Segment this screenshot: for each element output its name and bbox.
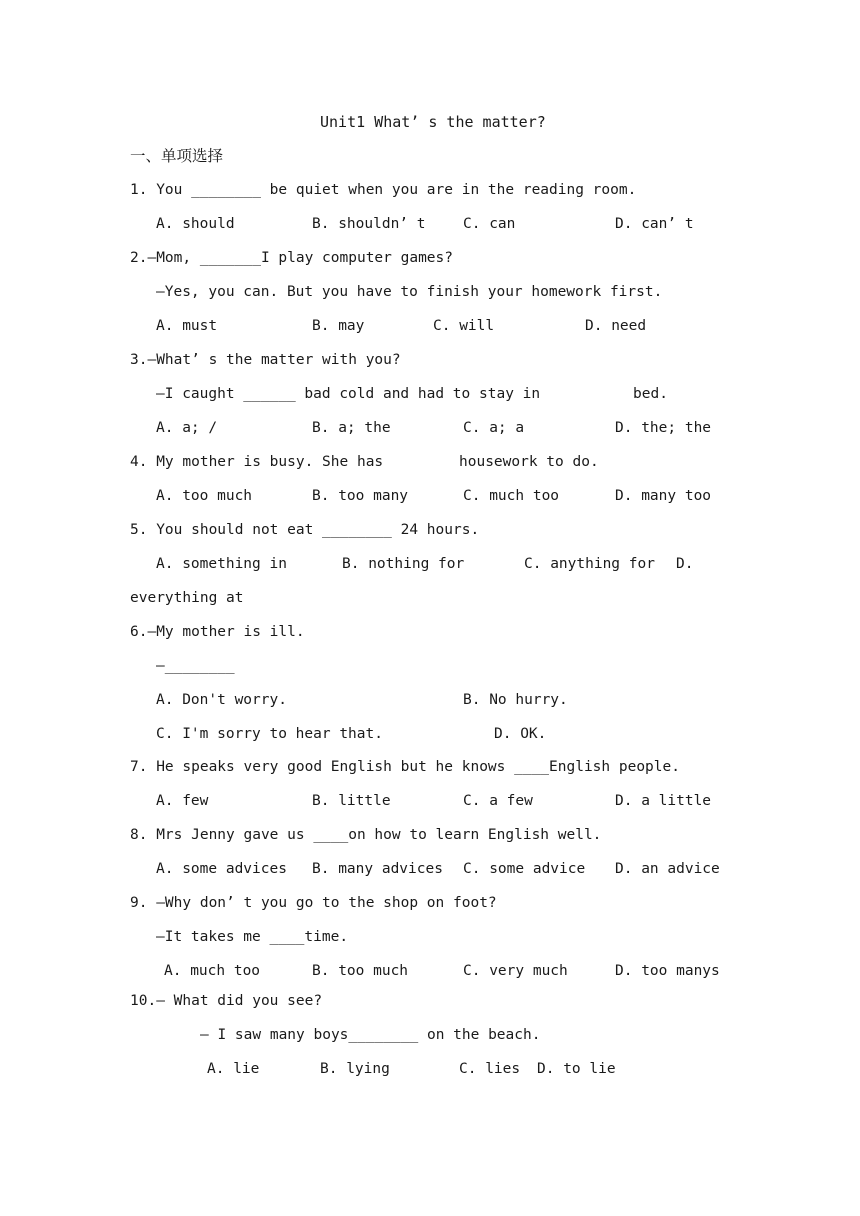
question-5-option-d: D.: [676, 556, 694, 572]
question-3-option-a: A. a; /: [156, 420, 218, 436]
question-8-stem: 8. Mrs Jenny gave us ____on how to learn English well.: [130, 827, 602, 843]
question-3-reply: —I caught ______ bad cold and had to stay in: [156, 386, 541, 402]
question-6-option-c: C. I'm sorry to hear that.: [156, 726, 383, 742]
question-10-reply: — I saw many boys________ on the beach.: [200, 1027, 541, 1043]
question-9-reply: —It takes me ____time.: [156, 929, 349, 945]
question-3-option-b: B. a; the: [312, 420, 391, 436]
question-4-option-d: D. many too: [615, 488, 712, 504]
question-9-option-d: D. too manys: [615, 963, 720, 979]
section-heading: 一、单项选择: [130, 147, 224, 165]
question-5-option-d-wrap: everything at: [130, 590, 244, 606]
question-8-option-a: A. some advices: [156, 861, 287, 877]
question-9-option-c: C. very much: [463, 963, 568, 979]
question-7-stem: 7. He speaks very good English but he knows ____English people.: [130, 759, 680, 775]
question-1-option-a: A. should: [156, 216, 235, 232]
question-5-option-b: B. nothing for: [342, 556, 465, 572]
question-1-option-c: C. can: [463, 216, 516, 232]
question-10-option-b: B. lying: [320, 1061, 390, 1077]
question-2-option-c: C. will: [433, 318, 495, 334]
question-4-option-c: C. much too: [463, 488, 560, 504]
question-7-option-b: B. little: [312, 793, 391, 809]
question-7-option-a: A. few: [156, 793, 209, 809]
question-6-reply-blank: —________: [156, 658, 235, 674]
question-5-stem: 5. You should not eat ________ 24 hours.: [130, 522, 480, 538]
question-9-option-a: A. much too: [164, 963, 261, 979]
question-3-stem: 3.—What’ s the matter with you?: [130, 352, 401, 368]
question-1-option-b: B. shouldn’ t: [312, 216, 426, 232]
question-1-stem: 1. You ________ be quiet when you are in the reading room.: [130, 182, 637, 198]
page-title: Unit1 What’ s the matter?: [320, 113, 546, 131]
question-5-option-a: A. something in: [156, 556, 287, 572]
question-3-option-d: D. the; the: [615, 420, 712, 436]
question-6-option-a: A. Don't worry.: [156, 692, 287, 708]
question-2-option-a: A. must: [156, 318, 218, 334]
question-2-option-d: D. need: [585, 318, 647, 334]
question-10-stem: 10.— What did you see?: [130, 993, 323, 1009]
question-8-option-d: D. an advice: [615, 861, 720, 877]
question-8-option-b: B. many advices: [312, 861, 443, 877]
question-10-option-c: C. lies: [459, 1061, 521, 1077]
question-6-option-d: D. OK.: [494, 726, 547, 742]
question-8-option-c: C. some advice: [463, 861, 586, 877]
question-3-reply-end: bed.: [633, 386, 668, 402]
question-2-reply: —Yes, you can. But you have to finish your homework first.: [156, 284, 663, 300]
question-4-stem-end: housework to do.: [459, 454, 599, 470]
question-1-option-d: D. can’ t: [615, 216, 694, 232]
question-9-stem: 9. —Why don’ t you go to the shop on foot?: [130, 895, 497, 911]
question-6-stem: 6.—My mother is ill.: [130, 624, 305, 640]
question-2-stem: 2.—Mom, _______I play computer games?: [130, 250, 454, 266]
question-6-option-b: B. No hurry.: [463, 692, 568, 708]
question-4-option-a: A. too much: [156, 488, 253, 504]
question-4-stem: 4. My mother is busy. She has: [130, 454, 384, 470]
question-7-option-c: C. a few: [463, 793, 533, 809]
question-10-option-d: D. to lie: [537, 1061, 616, 1077]
question-5-option-c: C. anything for: [524, 556, 655, 572]
question-3-option-c: C. a; a: [463, 420, 525, 436]
question-9-option-b: B. too much: [312, 963, 409, 979]
question-10-option-a: A. lie: [207, 1061, 260, 1077]
question-7-option-d: D. a little: [615, 793, 712, 809]
question-4-option-b: B. too many: [312, 488, 409, 504]
question-2-option-b: B. may: [312, 318, 365, 334]
